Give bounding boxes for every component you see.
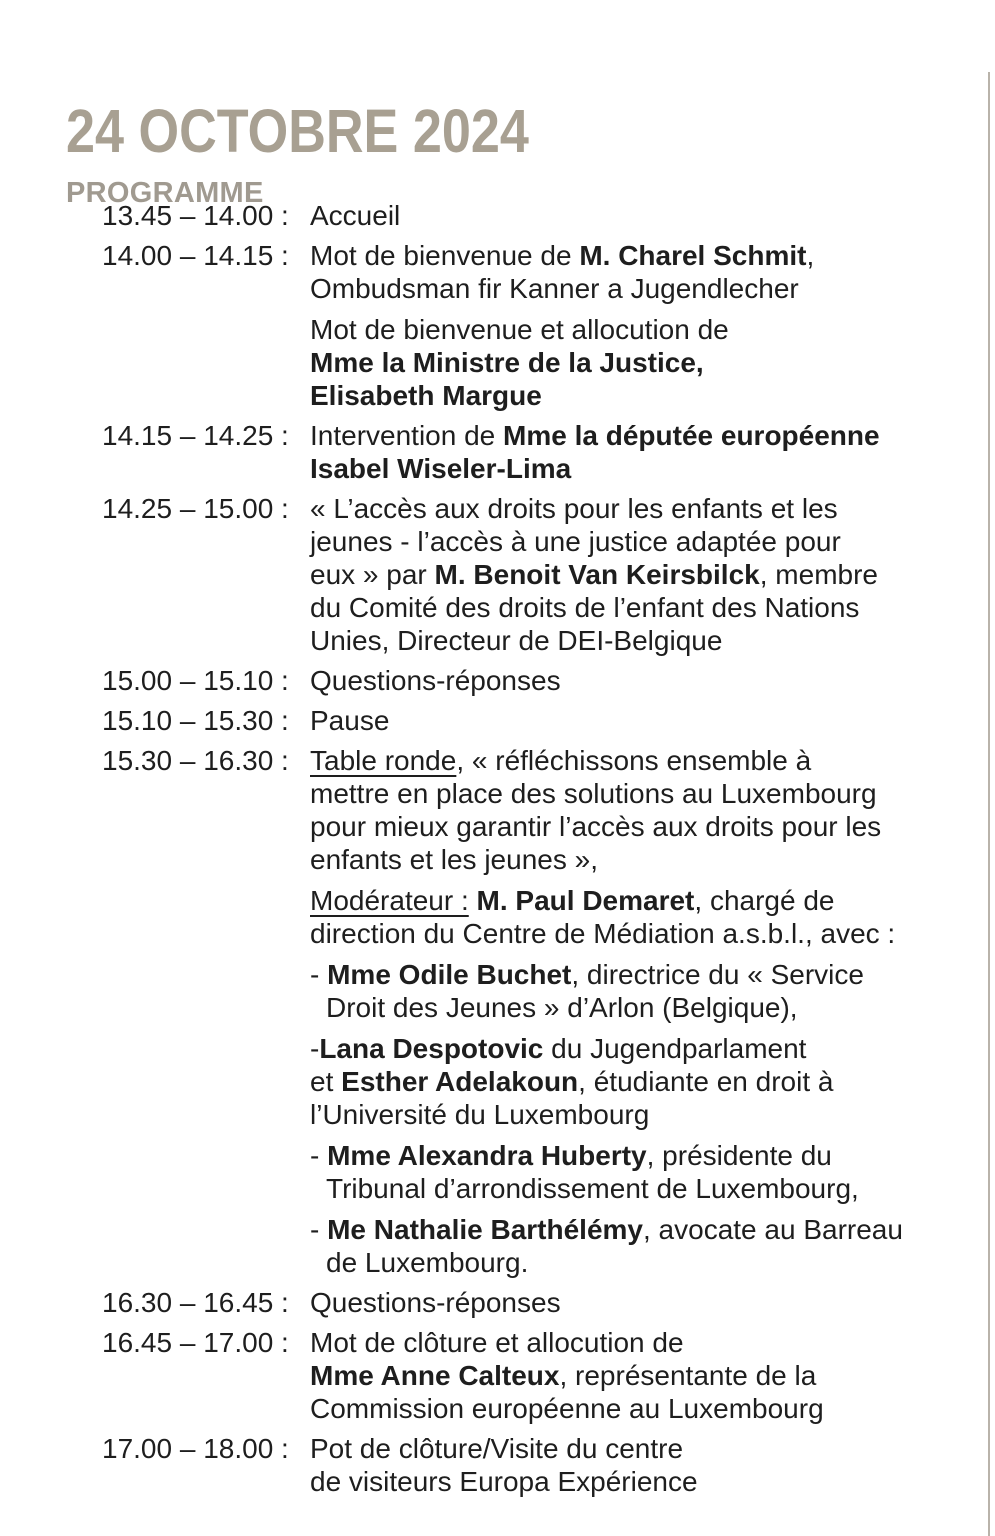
schedule-paragraph [310, 664, 960, 697]
text-segment: , « réfléchissons ensemble à [456, 745, 812, 776]
text-segment: Accueil [310, 200, 401, 231]
text-segment: Pot de clôture/Visite du centre [310, 1433, 684, 1464]
text-segment: l’Université du Luxembourg [310, 1099, 650, 1130]
text-segment: M. Charel Schmit [579, 240, 807, 271]
schedule-time: 13.45 – 14.00 : [102, 200, 289, 231]
schedule-paragraph [310, 239, 960, 305]
schedule-row [0, 1326, 960, 1425]
text-segment: enfants et les jeunes », [310, 844, 598, 875]
schedule-time: 15.00 – 15.10 : [102, 665, 289, 696]
schedule-row [0, 744, 960, 1279]
schedule-time: 15.30 – 16.30 : [102, 745, 289, 776]
text-segment: Me Nathalie Barthélémy [327, 1214, 643, 1245]
schedule-paragraph [310, 419, 960, 485]
text-segment: , directrice du « Service [571, 959, 864, 990]
text-segment: Ombudsman fir Kanner a Jugendlecher [310, 273, 799, 304]
text-segment: Mme Anne Calteux [310, 1360, 560, 1391]
text-segment: et [310, 1066, 342, 1097]
text-segment: Questions-réponses [310, 1287, 561, 1318]
text-segment: Droit des Jeunes » d’Arlon (Belgique), [326, 992, 798, 1023]
text-segment: Modérateur : [310, 885, 469, 916]
schedule-row [0, 704, 960, 737]
text-segment: , représentante de la [559, 1360, 817, 1391]
text-segment: eux » par [310, 559, 435, 590]
text-segment: jeunes - l’accès à une justice adaptée pour [310, 526, 841, 557]
schedule-description [310, 744, 960, 1279]
text-segment: « L’accès aux droits pour les enfants et les [310, 493, 838, 524]
text-segment: , étudiante en droit à [578, 1066, 834, 1097]
schedule-paragraph [310, 704, 960, 737]
schedule-description [310, 1286, 960, 1319]
text-segment: pour mieux garantir l’accès aux droits pour les [310, 811, 882, 842]
text-segment: , chargé de [694, 885, 835, 916]
schedule-paragraph [310, 313, 960, 412]
schedule-description [310, 239, 960, 412]
text-segment: Mot de clôture et allocution de [310, 1327, 684, 1358]
programme-heading: PROGRAMME [66, 177, 264, 210]
schedule-paragraph [310, 1326, 960, 1425]
text-segment: , membre [759, 559, 878, 590]
schedule-row [0, 664, 960, 697]
schedule-description [310, 419, 960, 485]
schedule-time: 14.00 – 14.15 : [102, 240, 289, 271]
schedule-paragraph [310, 744, 960, 876]
text-segment: Tribunal d’arrondissement de Luxembourg, [326, 1173, 859, 1204]
page-edge-line [988, 72, 990, 1536]
schedule-paragraph [310, 958, 960, 1024]
text-segment: de Luxembourg. [326, 1247, 529, 1278]
schedule-row [0, 1432, 960, 1498]
page-title: 24 OCTOBRE 2024 [66, 96, 529, 165]
text-segment: , présidente du [646, 1140, 832, 1171]
schedule-description [310, 664, 960, 697]
schedule-time: 14.25 – 15.00 : [102, 493, 289, 524]
text-segment: du Jugendparlament [543, 1033, 807, 1064]
text-segment: mettre en place des solutions au Luxembourg [310, 778, 877, 809]
text-segment: Pause [310, 705, 390, 736]
text-segment: Isabel Wiseler-Lima [310, 453, 572, 484]
text-segment: Table ronde [310, 745, 457, 776]
schedule-description [310, 199, 960, 232]
schedule-time: 16.30 – 16.45 : [102, 1287, 289, 1318]
schedule-time: 14.15 – 14.25 : [102, 420, 289, 451]
text-segment: Elisabeth Margue [310, 380, 542, 411]
schedule-paragraph [310, 1139, 960, 1205]
text-segment: direction du Centre de Médiation a.s.b.l., avec : [310, 918, 896, 949]
schedule-row [0, 492, 960, 657]
text-segment [469, 885, 477, 916]
schedule-paragraph [310, 492, 960, 657]
text-segment: Esther Adelakoun [341, 1066, 579, 1097]
schedule-description [310, 492, 960, 657]
schedule-row [0, 199, 960, 232]
text-segment: - [310, 1033, 320, 1064]
text-segment: - [310, 1140, 328, 1171]
text-segment: - [310, 1214, 328, 1245]
schedule [0, 199, 960, 1505]
schedule-paragraph [310, 199, 960, 232]
schedule-paragraph [310, 1432, 960, 1498]
text-segment: M. Benoit Van Keirsbilck [434, 559, 760, 590]
text-segment: Mme la Ministre de la Justice, [310, 347, 704, 378]
text-segment: Questions-réponses [310, 665, 561, 696]
text-segment: Mot de bienvenue et allocution de [310, 314, 729, 345]
text-segment: Intervention de [310, 420, 504, 451]
text-segment: Mme Alexandra Huberty [327, 1140, 647, 1171]
text-segment: , [806, 240, 815, 271]
text-segment: Mot de bienvenue de [310, 240, 580, 271]
schedule-time: 16.45 – 17.00 : [102, 1327, 289, 1358]
schedule-time: 15.10 – 15.30 : [102, 705, 289, 736]
schedule-paragraph [310, 1032, 960, 1131]
text-segment: - [310, 959, 328, 990]
schedule-row [0, 419, 960, 485]
text-segment: Mme Odile Buchet [327, 959, 572, 990]
text-segment: Mme la députée européenne [503, 420, 880, 451]
schedule-description [310, 1432, 960, 1498]
schedule-description [310, 704, 960, 737]
text-segment: Unies, Directeur de DEI-Belgique [310, 625, 723, 656]
text-segment: de visiteurs Europa Expérience [310, 1466, 698, 1497]
schedule-description [310, 1326, 960, 1425]
schedule-row [0, 239, 960, 412]
schedule-row [0, 1286, 960, 1319]
schedule-paragraph [310, 1213, 960, 1279]
text-segment: Commission européenne au Luxembourg [310, 1393, 824, 1424]
schedule-paragraph [310, 884, 960, 950]
schedule-time: 17.00 – 18.00 : [102, 1433, 289, 1464]
text-segment: , avocate au Barreau [643, 1214, 903, 1245]
text-segment: du Comité des droits de l’enfant des Nations [310, 592, 860, 623]
text-segment: M. Paul Demaret [476, 885, 695, 916]
text-segment: Lana Despotovic [319, 1033, 544, 1064]
schedule-paragraph [310, 1286, 960, 1319]
